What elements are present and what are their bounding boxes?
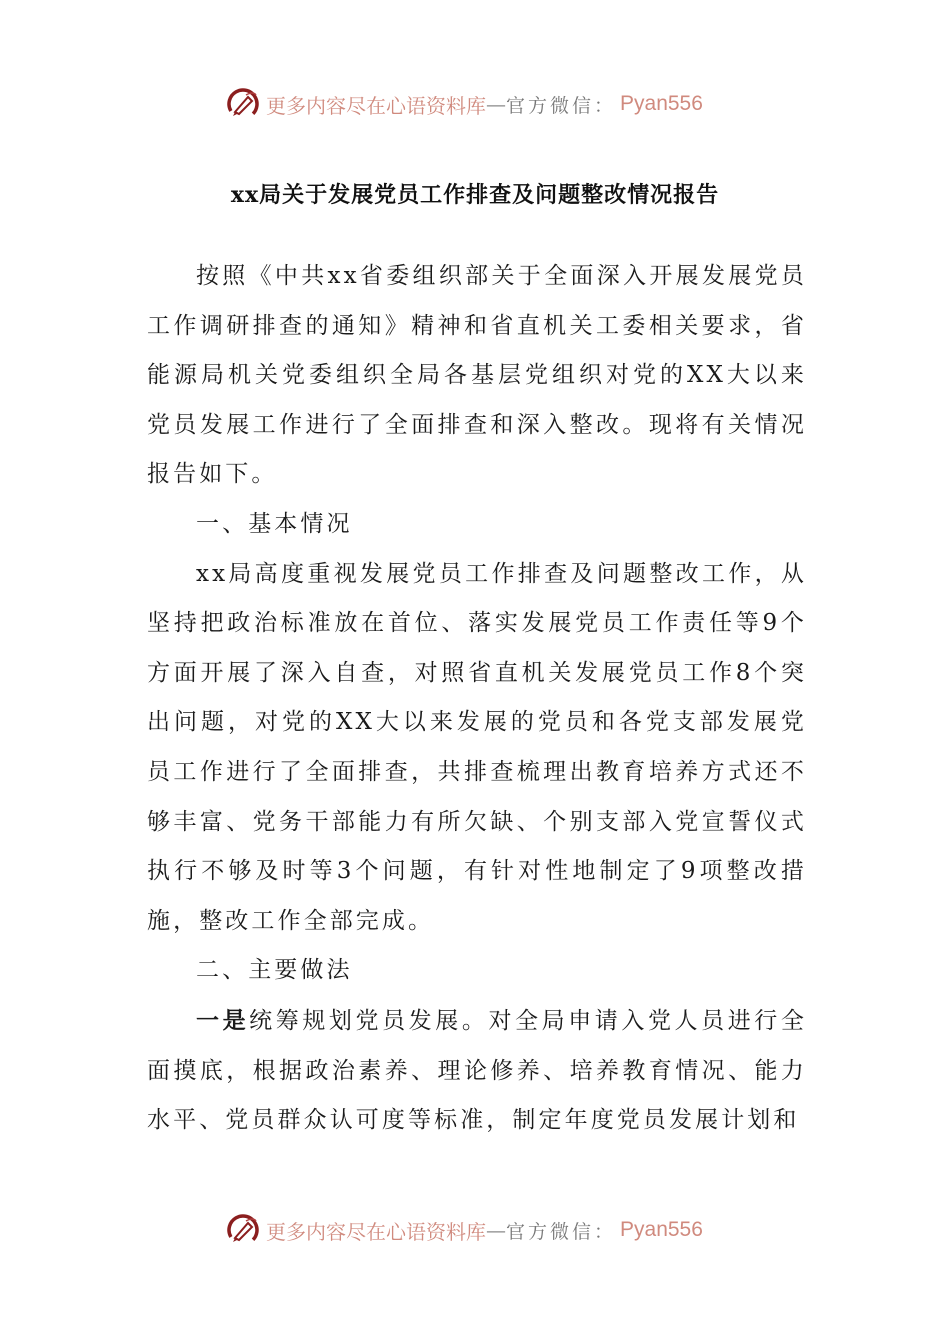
intro-paragraph: 按照《中共xx省委组织部关于全面深入开展发展党员工作调研排查的通知》精神和省直机关工委相关要求，省能源局机关党委组织全局各基层党组织对党的XX大以来党员发展工作进行了全面排查和深入整改。现将有关情况报告如下。 — [147, 263, 807, 488]
banner-dash: — — [486, 92, 506, 116]
banner-dash: — — [486, 1218, 506, 1242]
section-heading-main-practices: 二、主要做法 — [196, 957, 353, 984]
practice-paragraph-1 — [147, 996, 807, 1146]
promo-text: 更多内容尽在心语资料库 — [266, 93, 486, 118]
wechat-label: 官方微信： — [506, 1220, 617, 1243]
promo-text: 更多内容尽在心语资料库 — [266, 1219, 486, 1244]
wechat-label: 官方微信： — [506, 94, 617, 117]
header-banner — [226, 84, 703, 124]
paragraph-text: 统筹规划党员发展。对全局申请入党人员进行全面摸底，根据政治素养、理论修养、培养教育情况、能力水平、党员群众认可度等标准，制定年度党员发展计划和 — [147, 1007, 807, 1134]
wechat-id: Pyan556 — [620, 1218, 703, 1241]
document-body — [147, 252, 807, 1146]
footer-banner — [226, 1210, 703, 1250]
wechat-id: Pyan556 — [620, 92, 703, 115]
basic-situation-paragraph: xx局高度重视发展党员工作排查及问题整改工作，从坚持把政治标准放在首位、落实发展党员工作责任等9个方面开展了深入自查，对照省直机关发展党员工作8个突出问题，对党的XX大以来发展的党员和各党支部发展党员工作进行了全面排查，共排查梳理出教育培养方式还不够丰富、党务干部能力有所欠缺、个别支部入党宣誓仪式执行不够及时等3个问题，有针对性地制定了9项整改措施，整改工作全部完成。 — [147, 560, 807, 934]
document-title: xx局关于发展党员工作排查及问题整改情况报告 — [230, 182, 720, 208]
section-heading-basic-situation: 一、基本情况 — [196, 510, 353, 537]
quill-pen-icon — [226, 87, 260, 121]
paragraph-lead: 一是 — [196, 1006, 250, 1034]
quill-pen-icon — [226, 1213, 260, 1247]
